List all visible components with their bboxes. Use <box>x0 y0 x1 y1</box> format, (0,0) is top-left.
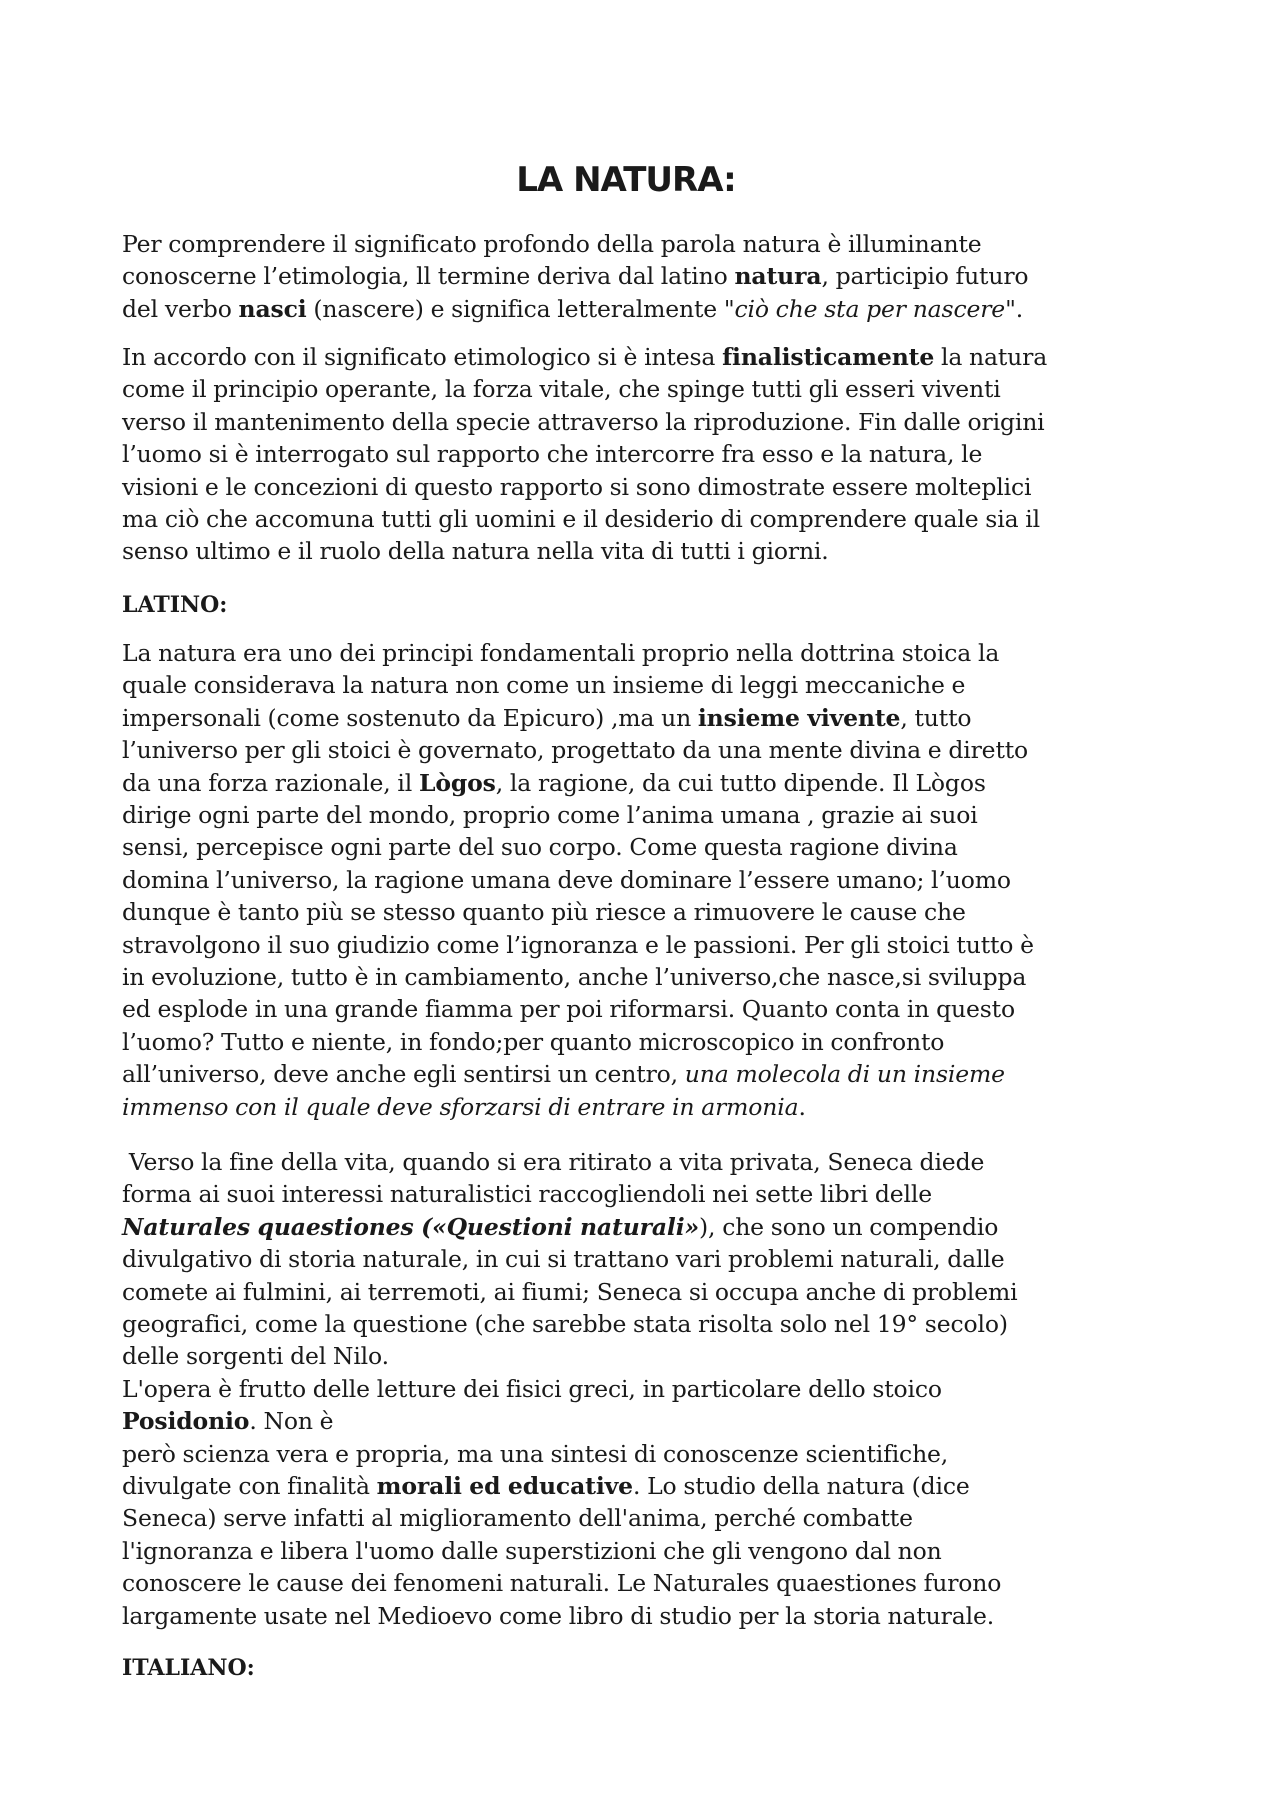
book-title: Naturales quaestiones («Questioni naturali» <box>122 1212 700 1241</box>
intro-line-2: conoscerne l’etimologia, ll termine deriva dal latino natura, participio futuro <box>122 262 1029 291</box>
page-title: LA NATURA: <box>516 160 736 200</box>
term-natura: natura <box>734 262 822 291</box>
latino-paragraph: La natura era uno dei principi fondamentali proprio nella dottrina stoica la quale considerava la natura non come un insieme di leggi meccaniche e impersonali (come sostenuto da Epicuro) ,ma un insieme vivente, tutto l’universo per gli stoici è governato, progettato da una mente divina e diretto da una forza razionale, il Lògos, la ragione, da cui tutto dipende. Il Lògos dirige ogni parte del mondo, proprio come l’anima umana , grazie ai suoi sensi, percepisce ogni parte del suo corpo. Come questa ragione divina domina l’universo, la ragione umana deve dominare l’essere umano; l’uomo dunque è tanto più se stesso quanto più riesce a rimuovere le cause che stravolgono il suo giudizio come l’ignoranza e le passioni. Per gli stoici tutto è in evoluzione, tutto è in cambiamento, anche l’universo,che nasce,si sviluppa ed esplode in una grande fiamma per poi riformarsi. Quanto conta in questo l’uomo? Tutto e niente, in fondo;per quanto microscopico in confronto all’universo, deve anche egli sentirsi un centro, una molecola di un insieme immenso con il quale deve sforzarsi di entrare in armonia. <box>122 639 1034 1121</box>
molecule-quote-1: una molecola di un insieme <box>684 1060 1005 1089</box>
term-morali-educative: morali ed educative <box>376 1472 633 1501</box>
intro-line-3: del verbo nasci (nascere) e significa letteralmente "ciò che sta per nascere". <box>122 294 1024 323</box>
intro-paragraph <box>122 228 1172 325</box>
term-nasci: nasci <box>238 294 307 323</box>
finalism-paragraph: In accordo con il significato etimologico si è intesa finalisticamente la natura come il principio operante, la forza vitale, che spinge tutti gli esseri viventi verso il mantenimento della specie attraverso la riproduzione. Fin dalle origini l’uomo si è interrogato sul rapporto che intercorre fra esso e la natura, le visioni e le concezioni di questo rapporto si sono dimostrate essere molteplici ma ciò che accomuna tutti gli uomini e il desiderio di comprendere quale sia il senso ultimo e il ruolo della natura nella vita di tutti i giorni. <box>122 343 1048 566</box>
etymology-quote: ciò che sta per nascere <box>734 294 1006 323</box>
term-logos: Lògos <box>418 768 496 797</box>
molecule-quote-2: immenso con il quale deve sforzarsi di entrare in armonia <box>122 1092 799 1121</box>
intro-line-1: Per comprendere il significato profondo della parola natura è illuminante <box>122 230 982 258</box>
seneca-paragraph: Verso la fine della vita, quando si era ritirato a vita privata, Seneca diede forma ai suoi interessi naturalistici raccogliendoli nei sette libri delle Naturales quaestiones («Questioni naturali»), che sono un compendio divulgativo di storia naturale, in cui si trattano vari problemi naturali, dalle comete ai fulmini, ai terremoti, ai fiumi; Seneca si occupa anche di problemi geografici, come la questione (che sarebbe stata risolta solo nel 19° secolo) delle sorgenti del Nilo. L'opera è frutto delle letture dei fisici greci, in particolare dello stoico Posidonio. Non è però scienza vera e propria, ma una sintesi di conoscenze scientifiche, divulgate con finalità morali ed educative. Lo studio della natura (dice Seneca) serve infatti al miglioramento dell'anima, perché combatte l'ignoranza e libera l'uomo dalle superstizioni che gli vengono dal non conoscere le cause dei fenomeni naturali. Le Naturales quaestiones furono largamente usate nel Medioevo come libro di studio per la storia naturale. <box>122 1148 1018 1630</box>
term-posidonio: Posidonio <box>122 1407 250 1436</box>
term-finalisticamente: finalisticamente <box>722 343 935 371</box>
section-heading-latino: LATINO: <box>122 592 228 618</box>
term-insieme-vivente: insieme vivente <box>697 703 901 732</box>
section-heading-italiano: ITALIANO: <box>122 1655 255 1681</box>
